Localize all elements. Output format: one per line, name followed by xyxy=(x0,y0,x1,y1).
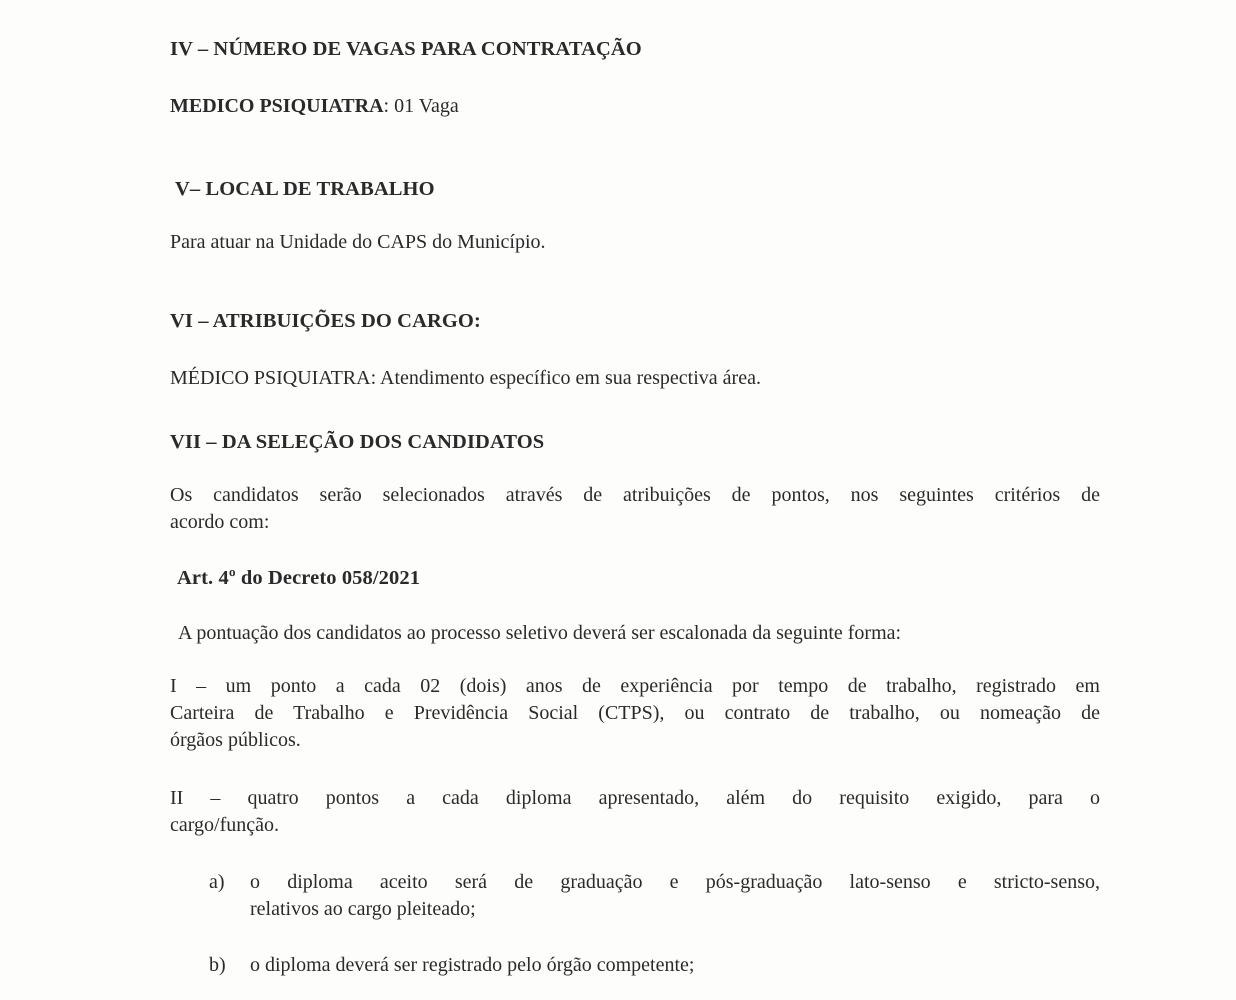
duties-text: MÉDICO PSIQUIATRA: Atendimento específico em sua respectiva área. xyxy=(170,367,761,389)
section-vi-heading: VI – ATRIBUIÇÕES DO CARGO: xyxy=(170,310,481,332)
sub-item-a-line1: o diploma aceito será de graduação e pós-graduação lato-senso e stricto-senso, xyxy=(250,871,1100,893)
article-heading: Art. 4º do Decreto 058/2021 xyxy=(177,567,421,589)
vacancies-label: MEDICO PSIQUIATRA xyxy=(170,95,384,117)
selection-text-line2: acordo com: xyxy=(170,511,270,533)
section-iv-heading: IV – NÚMERO DE VAGAS PARA CONTRATAÇÃO xyxy=(170,38,642,60)
item-i-line3: órgãos públicos. xyxy=(170,729,301,751)
item-i-line1: I – um ponto a cada 02 (dois) anos de experiência por tempo de trabalho, registrado em xyxy=(170,675,1100,697)
selection-text-line1: Os candidatos serão selecionados através de atribuições de pontos, nos seguintes critérios de xyxy=(170,484,1100,506)
sub-item-b-marker: b) xyxy=(209,954,226,976)
scoring-intro: A pontuação dos candidatos ao processo seletivo deverá ser escalonada da seguinte forma: xyxy=(178,622,902,644)
work-location-text: Para atuar na Unidade do CAPS do Município. xyxy=(170,231,546,253)
item-ii-line1: II – quatro pontos a cada diploma apresentado, além do requisito exigido, para o xyxy=(170,787,1100,809)
section-vii-heading: VII – DA SELEÇÃO DOS CANDIDATOS xyxy=(170,431,545,453)
vacancies-value: : 01 Vaga xyxy=(383,95,459,117)
item-i-line2: Carteira de Trabalho e Previdência Social (CTPS), ou contrato de trabalho, ou nomeação de xyxy=(170,702,1100,724)
sub-item-b-line1: o diploma deverá ser registrado pelo órgão competente; xyxy=(250,954,695,976)
sub-item-a-marker: a) xyxy=(209,871,225,893)
item-ii-line2: cargo/função. xyxy=(170,814,280,836)
sub-item-a-line2: relativos ao cargo pleiteado; xyxy=(250,898,476,920)
vacancies-line xyxy=(170,93,1100,120)
section-v-heading: V– LOCAL DE TRABALHO xyxy=(175,178,435,200)
